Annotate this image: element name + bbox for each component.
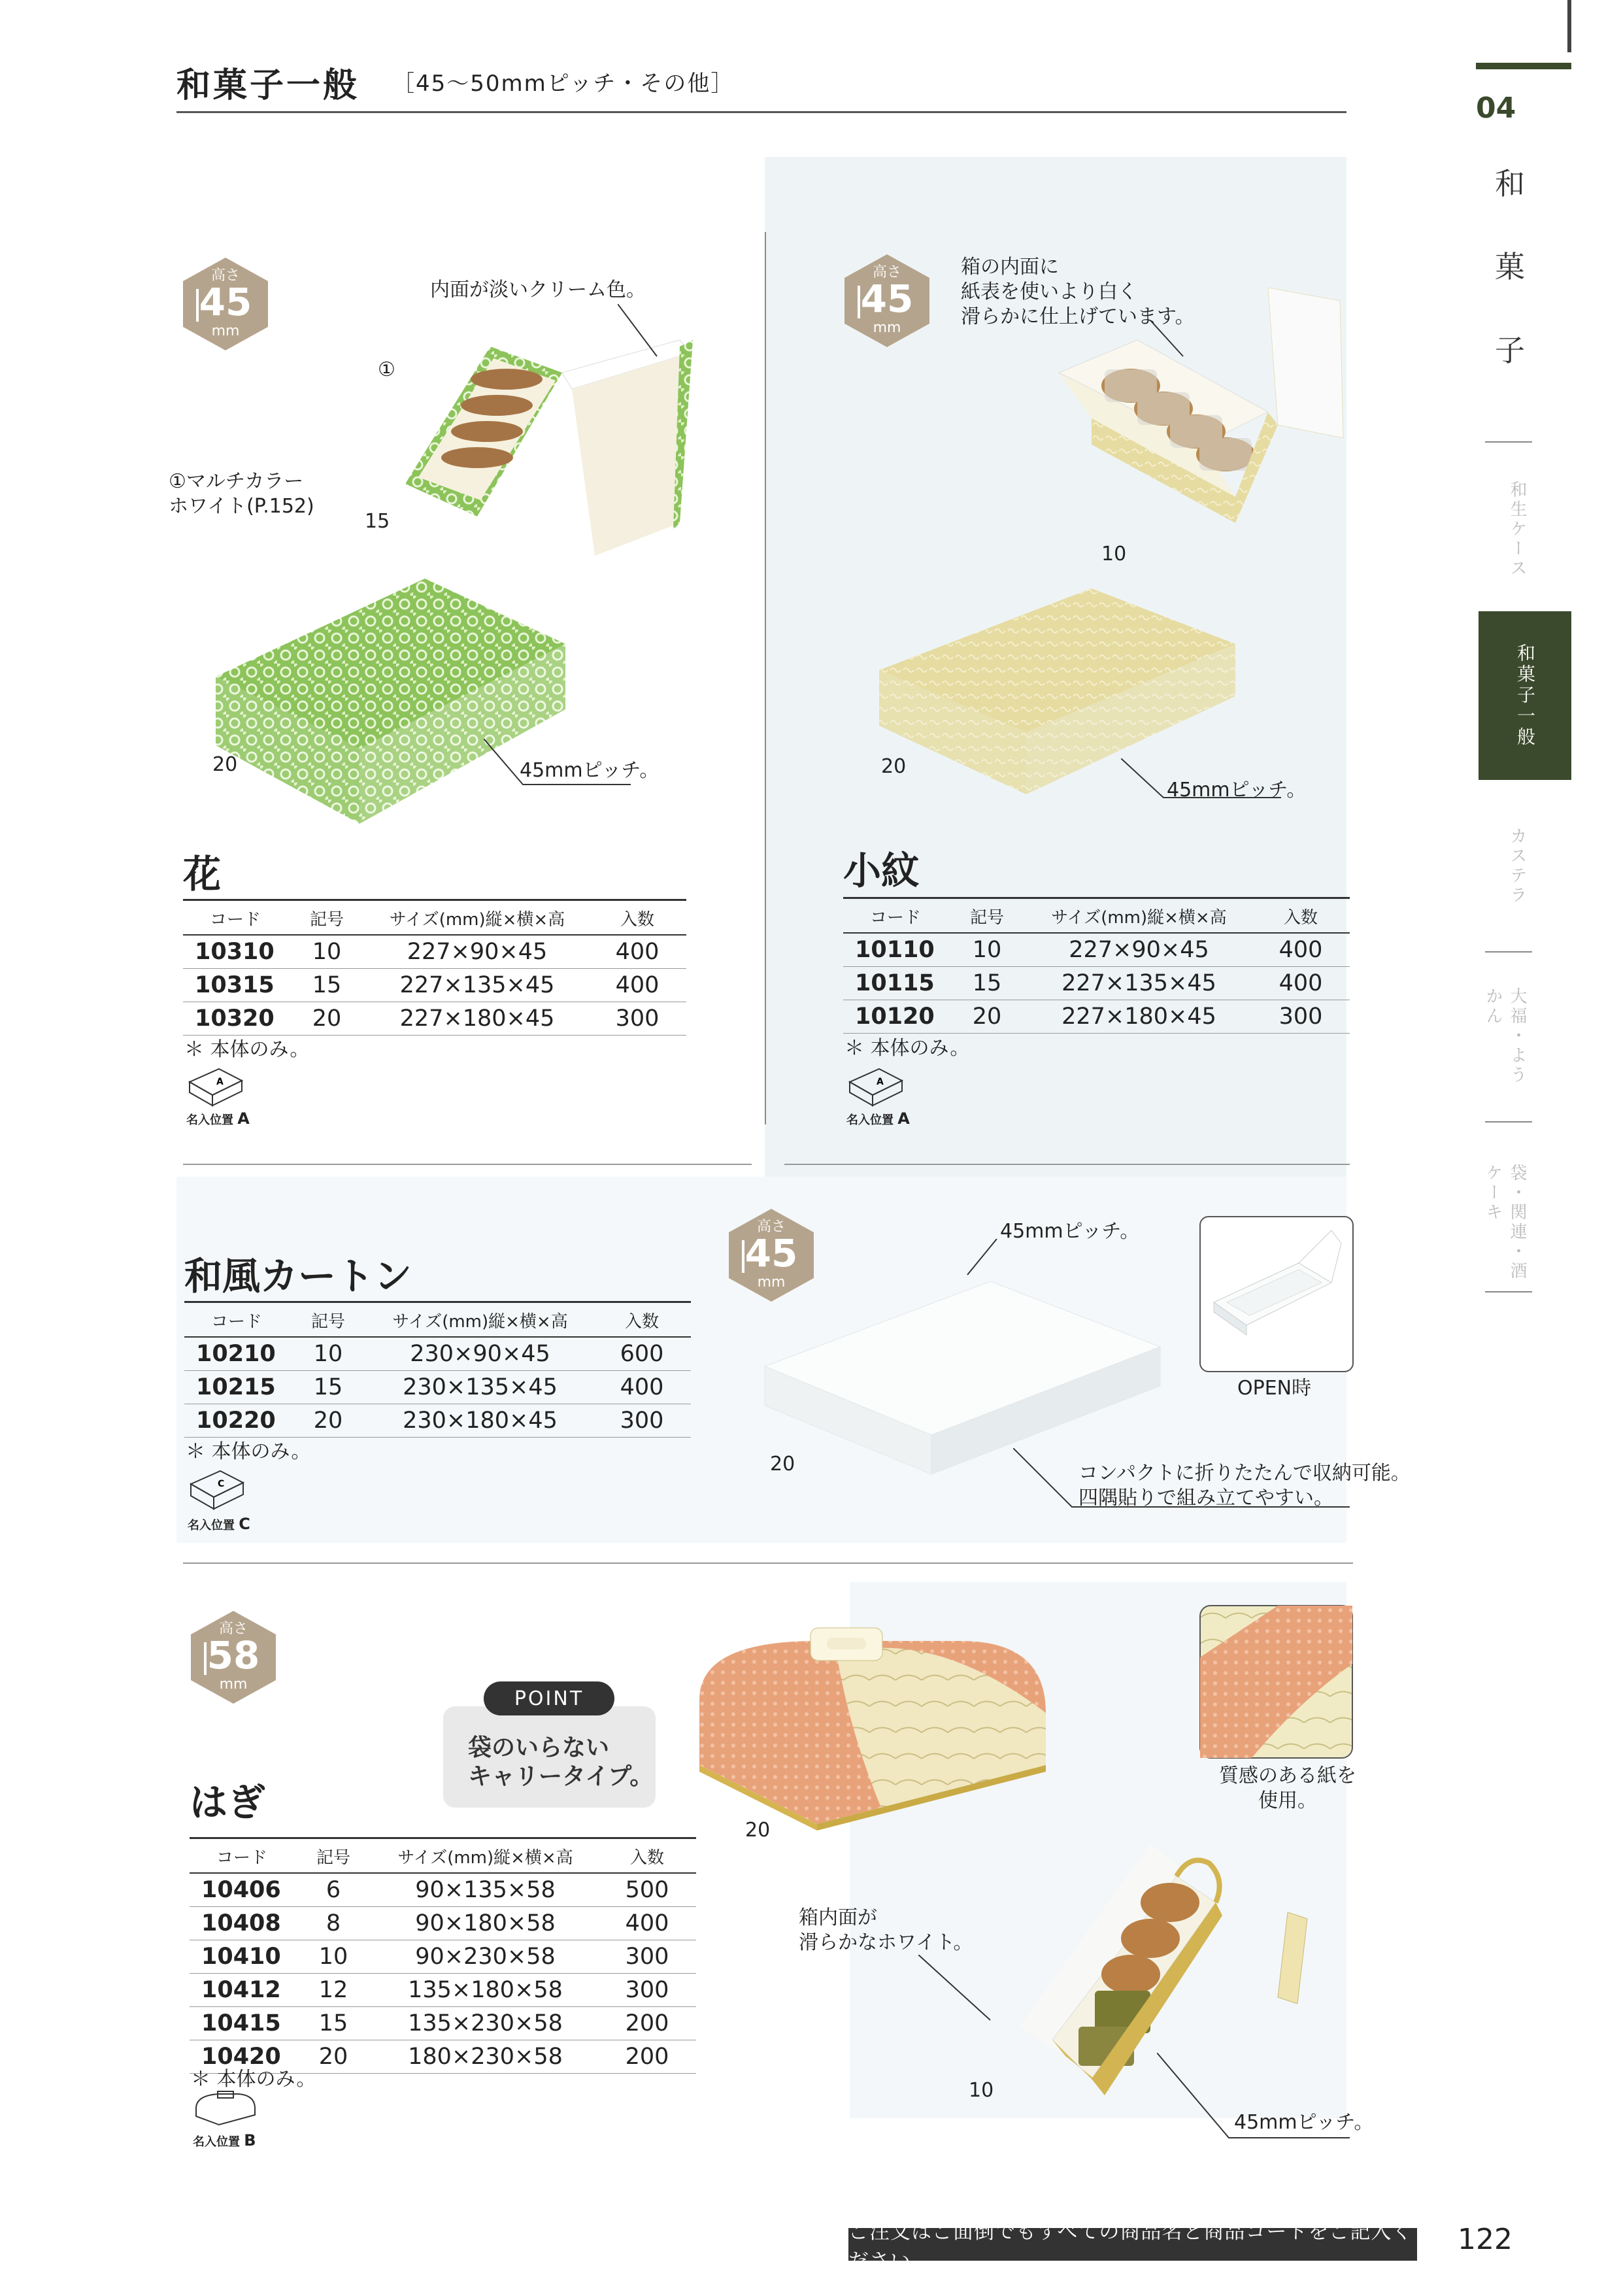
leader-line <box>918 1955 997 2027</box>
svg-text:A: A <box>877 1077 884 1087</box>
name-position-letter: A <box>237 1109 250 1128</box>
badge-value: 45 <box>199 280 252 324</box>
leader-line <box>964 1239 1003 1278</box>
cell: 300 <box>598 1974 696 2007</box>
name-position-label <box>193 2131 256 2150</box>
name-position-label <box>188 1515 250 1533</box>
cell: 10 <box>948 933 1026 967</box>
col-qty: 入数 <box>593 1302 691 1338</box>
callout-hagi-pitch: 45mmピッチ。 <box>1234 2111 1374 2134</box>
chapter-number: 04 <box>1476 92 1516 125</box>
size-label-15: 15 <box>365 510 390 533</box>
col-symbol: 記号 <box>294 1838 373 1874</box>
cell: 15 <box>294 2007 373 2040</box>
table-row <box>184 1404 691 1438</box>
callout-carton-pitch: 45mmピッチ。 <box>1000 1220 1140 1243</box>
cell: 600 <box>593 1337 691 1371</box>
cell: 10120 <box>843 1000 948 1034</box>
table-row <box>183 1002 686 1036</box>
table-row <box>190 1974 696 2007</box>
point-box <box>443 1687 656 1808</box>
sidebar-bar <box>1476 63 1571 69</box>
badge-value: 58 <box>207 1633 260 1678</box>
spec-table-hagi <box>190 1837 696 2074</box>
komon-open-box-image <box>1052 288 1346 588</box>
col-qty: 入数 <box>598 1838 696 1874</box>
cell: 227×180×45 <box>1026 1000 1252 1034</box>
svg-text:C: C <box>218 1479 225 1489</box>
cell: 10110 <box>843 933 948 967</box>
cell: 15 <box>948 967 1026 1000</box>
spec-table-hana <box>183 899 686 1036</box>
cell: 400 <box>1252 933 1350 967</box>
name-position-text: 名入位置 <box>188 1519 235 1532</box>
carton-open-image <box>1201 1217 1351 1368</box>
name-position-letter: C <box>239 1515 250 1533</box>
callout-carton-compact: コンパクトに折りたたんで収納可能。 四隅貼りで組み立てやすい。 <box>1078 1462 1411 1510</box>
cell: 230×135×45 <box>367 1371 593 1404</box>
cell: 230×180×45 <box>367 1404 593 1438</box>
cell: 15 <box>288 969 366 1002</box>
badge-top: 高さ <box>756 1219 786 1235</box>
sidebar-tab-fukuro[interactable]: 袋・関連・酒ケーキ <box>1483 1164 1527 1281</box>
table-row <box>190 1940 696 1974</box>
box-outline-icon <box>186 1062 245 1108</box>
cell: 20 <box>948 1000 1026 1034</box>
badge-value: 45 <box>744 1231 798 1275</box>
page-title: 和菓子一般 <box>176 66 360 105</box>
sidebar-rule <box>1485 1121 1532 1123</box>
table-row <box>190 1873 696 1907</box>
cell: 10412 <box>190 1974 294 2007</box>
cell: 227×90×45 <box>1026 933 1252 967</box>
col-qty: 入数 <box>1252 898 1350 934</box>
table-header-row <box>190 1838 696 1874</box>
table-row <box>190 2007 696 2040</box>
note-komon: ＊ 本体のみ。 <box>844 1037 970 1060</box>
box-outline-icon <box>188 1464 246 1513</box>
col-size: サイズ(mm)縦×横×高 <box>1026 898 1252 934</box>
column-divider <box>765 232 766 1124</box>
page-subtitle: ［45〜50mmピッチ・その他］ <box>392 71 735 97</box>
section-separator <box>183 1164 752 1165</box>
sidebar-rule <box>1485 951 1532 953</box>
point-text: 袋のいらない キャリータイプ。 <box>468 1734 654 1790</box>
badge-top: 高さ <box>872 264 901 280</box>
table-row <box>183 969 686 1002</box>
box-outline-icon <box>193 2089 258 2128</box>
cell: 10420 <box>190 2040 294 2074</box>
name-position-text: 名入位置 <box>193 2135 240 2149</box>
table-row <box>184 1337 691 1371</box>
col-code: コード <box>183 900 288 936</box>
cell: 20 <box>288 1002 366 1036</box>
height-badge-hagi <box>184 1608 282 1706</box>
chapter-char-3: 子 <box>1495 333 1525 368</box>
page-number: 122 <box>1458 2223 1512 2256</box>
cell: 15 <box>289 1371 367 1404</box>
name-position-text: 名入位置 <box>186 1113 233 1127</box>
section-separator <box>183 1562 1353 1564</box>
cell: 90×180×58 <box>373 1907 598 1940</box>
name-position-text: 名入位置 <box>846 1113 894 1127</box>
cell: 135×230×58 <box>373 2007 598 2040</box>
cell: 227×135×45 <box>366 969 588 1002</box>
cell: 10215 <box>184 1371 289 1404</box>
cell: 200 <box>598 2040 696 2074</box>
cell: 10315 <box>183 969 288 1002</box>
col-symbol: 記号 <box>289 1302 367 1338</box>
callout-hagi-inner: 箱内面が 滑らかなホワイト。 <box>799 1906 973 1954</box>
product-name-komon: 小紋 <box>843 849 920 893</box>
cell: 20 <box>289 1404 367 1438</box>
callout-hana-material: ①マルチカラー ホワイト(P.152) <box>169 470 314 518</box>
sidebar-tab-wagashi-ippan[interactable]: 和菓子一般 <box>1479 611 1571 780</box>
table-row <box>190 1907 696 1940</box>
callout-hagi-texture: 質感のある紙を 使用。 <box>1219 1764 1356 1812</box>
cell: 400 <box>598 1907 696 1940</box>
section-separator <box>784 1164 1350 1165</box>
name-position-label <box>846 1109 910 1128</box>
cell: 10115 <box>843 967 948 1000</box>
cell: 10220 <box>184 1404 289 1438</box>
note-hana: ＊ 本体のみ。 <box>184 1038 310 1061</box>
cell: 90×230×58 <box>373 1940 598 1974</box>
size-label-20: 20 <box>212 753 238 776</box>
cell: 400 <box>588 935 686 969</box>
table-row <box>183 935 686 969</box>
box-outline-icon <box>846 1062 905 1108</box>
hagi-texture-swatch-image <box>1199 1605 1353 1759</box>
cell: 300 <box>1252 1000 1350 1034</box>
cell: 8 <box>294 1907 373 1940</box>
chapter-char-1: 和 <box>1495 166 1525 201</box>
cell: 300 <box>593 1404 691 1438</box>
name-position-letter: B <box>244 2131 256 2150</box>
size-label-10: 10 <box>969 2079 994 2102</box>
leader-line <box>618 304 663 363</box>
height-badge-komon <box>838 252 936 350</box>
size-label-20: 20 <box>881 755 907 778</box>
cell: 227×90×45 <box>366 935 588 969</box>
cell: 10210 <box>184 1337 289 1371</box>
size-label-20: 20 <box>745 1819 771 1842</box>
col-size: サイズ(mm)縦×横×高 <box>366 900 588 936</box>
edge-mark <box>1567 0 1571 52</box>
cell: 12 <box>294 1974 373 2007</box>
cell: 10 <box>294 1940 373 1974</box>
col-symbol: 記号 <box>288 900 366 936</box>
cell: 230×90×45 <box>367 1337 593 1371</box>
cell: 10 <box>288 935 366 969</box>
product-name-carton: 和風カートン <box>184 1254 412 1298</box>
badge-unit: mm <box>211 323 240 339</box>
cell: 300 <box>598 1940 696 1974</box>
open-state-inset <box>1199 1216 1354 1372</box>
note-hagi: ＊ 本体のみ。 <box>191 2068 316 2091</box>
badge-unit: mm <box>219 1676 248 1693</box>
size-label-10: 10 <box>1101 543 1127 566</box>
cell: 135×180×58 <box>373 1974 598 2007</box>
callout-komon-inner: 箱の内面に 紙表を使いより白く 滑らかに仕上げています。 <box>961 256 1195 328</box>
svg-text:A: A <box>216 1077 224 1087</box>
callout-hana-inner: 内面が淡いクリーム色。 <box>430 279 646 301</box>
badge-unit: mm <box>757 1274 786 1291</box>
col-code: コード <box>184 1302 289 1338</box>
note-carton: ＊ 本体のみ。 <box>186 1440 311 1463</box>
col-size: サイズ(mm)縦×横×高 <box>367 1302 593 1338</box>
badge-unit: mm <box>873 320 901 336</box>
name-position-letter: A <box>897 1109 910 1128</box>
cell: 10 <box>289 1337 367 1371</box>
col-size: サイズ(mm)縦×横×高 <box>373 1838 598 1874</box>
cell: 10406 <box>190 1873 294 1907</box>
sidebar-rule <box>1485 441 1532 443</box>
callout-hana-pitch: 45mmピッチ。 <box>520 759 660 782</box>
cell: 400 <box>593 1371 691 1404</box>
spec-table-komon <box>843 897 1350 1034</box>
sidebar-tab-daifuku[interactable]: 大福・ようかん <box>1483 987 1527 1085</box>
table-row <box>843 1000 1350 1034</box>
cell: 20 <box>294 2040 373 2074</box>
badge-top: 高さ <box>218 1621 248 1637</box>
sidebar-tab-wagashi-case[interactable]: 和生ケース <box>1507 481 1527 579</box>
cell: 10320 <box>183 1002 288 1036</box>
cell: 227×135×45 <box>1026 967 1252 1000</box>
header-rule <box>176 111 1346 113</box>
table-header-row <box>184 1302 691 1338</box>
product-name-hagi: はぎ <box>190 1780 266 1825</box>
cell: 10410 <box>190 1940 294 1974</box>
cell: 200 <box>598 2007 696 2040</box>
cell: 300 <box>588 1002 686 1036</box>
col-code: コード <box>843 898 948 934</box>
hagi-carrier-box-image <box>686 1615 1052 1831</box>
spec-table-carton <box>184 1301 691 1438</box>
col-symbol: 記号 <box>948 898 1026 934</box>
table-header-row <box>183 900 686 936</box>
cell: 227×180×45 <box>366 1002 588 1036</box>
table-row <box>184 1371 691 1404</box>
size-label-20: 20 <box>770 1453 795 1476</box>
product-name-hana: 花 <box>183 852 222 896</box>
cell: 400 <box>1252 967 1350 1000</box>
height-badge-hana <box>176 255 275 353</box>
cell: 10310 <box>183 935 288 969</box>
sidebar-rule <box>1485 1291 1532 1292</box>
table-header-row <box>843 898 1350 934</box>
hagi-tag-image <box>1275 1912 1314 2004</box>
callout-komon-pitch: 45mmピッチ。 <box>1167 779 1307 802</box>
table-row <box>843 967 1350 1000</box>
chapter-char-2: 菓 <box>1495 249 1525 284</box>
col-qty: 入数 <box>588 900 686 936</box>
col-code: コード <box>190 1838 294 1874</box>
cell: 500 <box>598 1873 696 1907</box>
badge-top: 高さ <box>210 267 240 284</box>
badge-value: 45 <box>860 277 914 321</box>
cell: 10408 <box>190 1907 294 1940</box>
cell: 6 <box>294 1873 373 1907</box>
sidebar-tab-castella[interactable]: カステラ <box>1507 827 1527 905</box>
table-row <box>843 933 1350 967</box>
cell: 400 <box>588 969 686 1002</box>
name-position-label <box>186 1109 250 1128</box>
cell: 180×230×58 <box>373 2040 598 2074</box>
point-label: POINT <box>484 1681 614 1715</box>
callout-carton-open: OPEN時 <box>1237 1377 1312 1400</box>
marker-circle-1: ① <box>378 358 395 381</box>
cell: 10415 <box>190 2007 294 2040</box>
footer-notice: ご注文はご面倒でもすべての商品名と商品コードをご記入ください。 <box>848 2228 1417 2261</box>
cell: 90×135×58 <box>373 1873 598 1907</box>
